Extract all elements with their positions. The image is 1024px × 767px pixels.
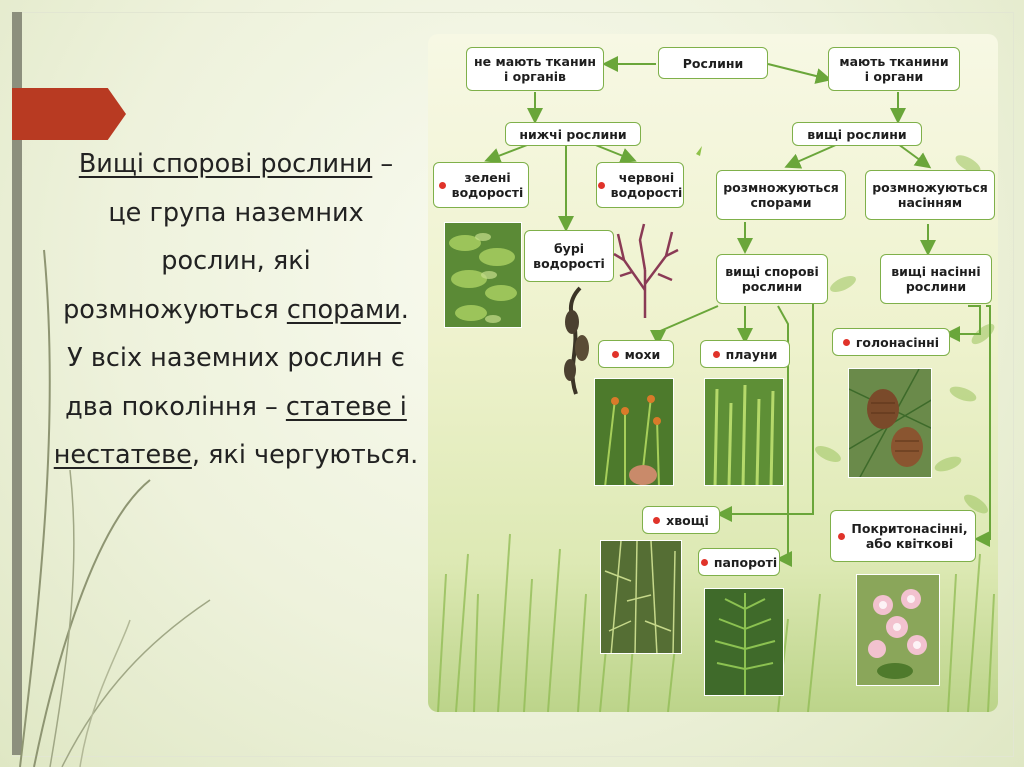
sexual-highlight: статеве і [285,391,407,422]
clubmosses-photo [704,378,784,486]
definition-line-5: У всіх наземних рослин є [67,343,405,373]
node-horsetails: хвощі [642,506,720,534]
node-angiosperms: Покритонасінні, або квіткові [830,510,976,562]
node-plants-root: Рослини [658,47,768,79]
ferns-photo [704,588,784,696]
node-mosses: мохи [598,340,674,368]
horsetails-photo [600,540,682,654]
bullet-icon [713,351,720,358]
gymnosperms-photo [848,368,932,478]
definition-line-7: нестатеве, які чергуються. [53,440,419,470]
mosses-photo [594,378,674,486]
red-algae-illustration [610,220,680,320]
spores-highlight: спорами [286,294,401,325]
node-tissues: мають тканини і органи [828,47,960,91]
term-highlight: Вищі спорові рослини [78,149,373,179]
definition-text [46,140,426,480]
node-higher-seed: вищі насінні рослини [880,254,992,304]
node-red-algae: червоні водорості [596,162,684,208]
definition-line-3: рослин, які [161,246,311,276]
green-algae-photo [444,222,522,328]
asexual-highlight: нестатеве [53,440,192,470]
definition-line-4: розмножуються спорами. [63,294,409,325]
bullet-icon [439,182,446,189]
bullet-icon [653,517,660,524]
node-ferns: папороті [698,548,780,576]
node-green-algae: зелені водорості [433,162,529,208]
node-higher-spore: вищі спорові рослини [716,254,828,304]
angiosperms-photo [856,574,940,686]
node-seed-reproduce: розмножуються насінням [865,170,995,220]
node-higher-plants: вищі рослини [792,122,922,146]
bullet-icon [701,559,708,566]
bullet-icon [612,351,619,358]
bullet-icon [843,339,850,346]
node-lower-plants: нижчі рослини [505,122,641,146]
node-brown-algae: бурі водорості [524,230,614,282]
node-clubmosses: плауни [700,340,790,368]
bullet-icon [598,182,605,189]
plant-classification-diagram [428,34,998,712]
definition-line-1: Вищі спорові рослини – [78,149,394,179]
definition-line-6: два покоління – статеве і [65,391,407,422]
node-gymnosperms: голонасінні [832,328,950,356]
bullet-icon [838,533,845,540]
node-spore-reproduce: розмножуються спорами [716,170,846,220]
definition-line-2: це група наземних [108,197,364,228]
node-no-tissues: не мають тканин і органів [466,47,604,91]
